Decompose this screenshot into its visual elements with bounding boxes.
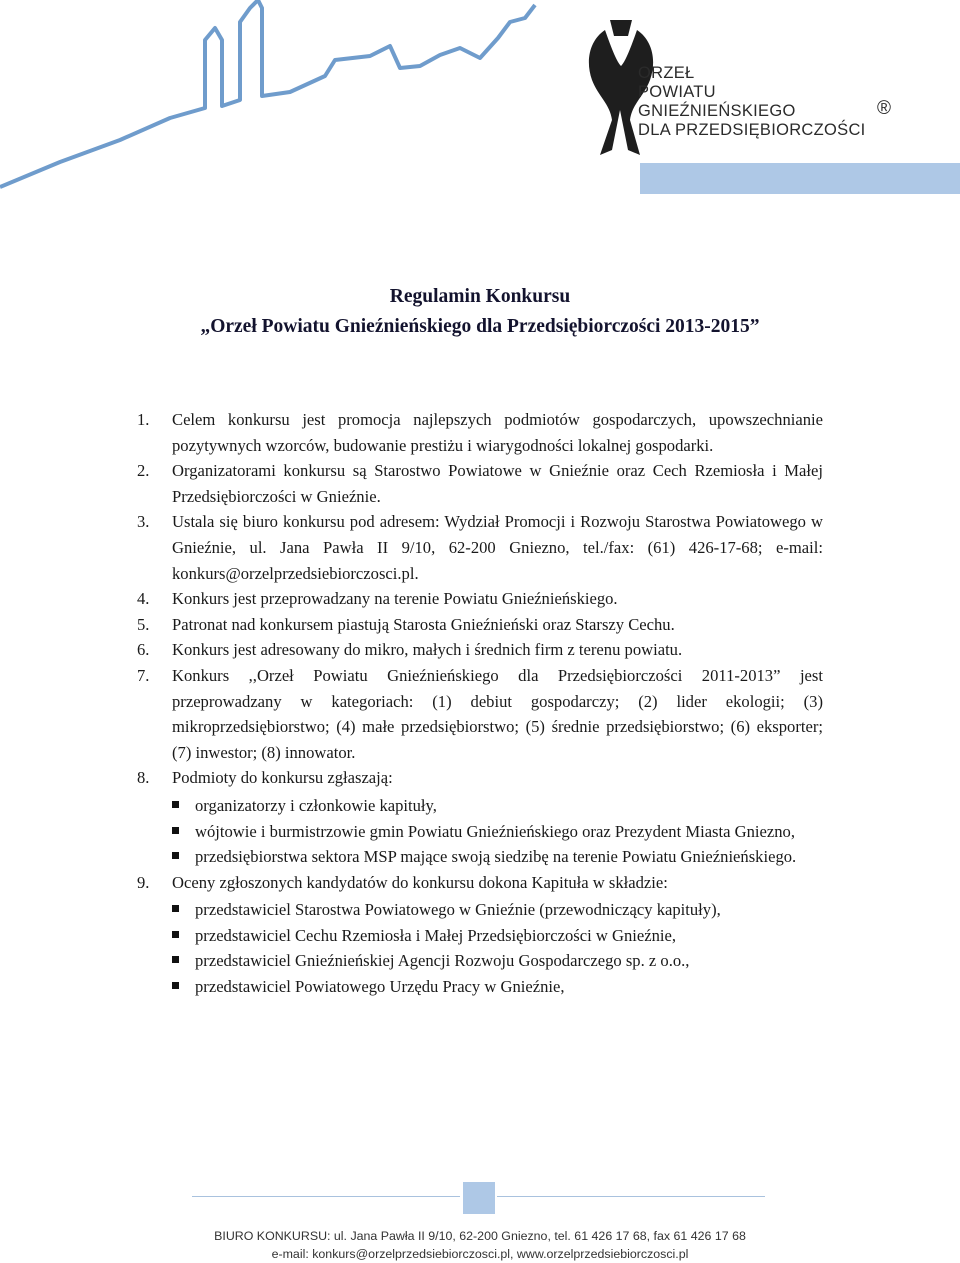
bullet-list <box>172 793 823 870</box>
logo-line: GNIEŹNIEŃSKIEGO <box>638 102 796 120</box>
footer-divider-right <box>497 1196 765 1197</box>
item-number: 1. <box>137 410 150 429</box>
list-item <box>137 663 823 765</box>
bullet-text: przedstawiciel Powiatowego Urzędu Pracy w Gnieźnie, <box>195 977 565 997</box>
square-bullet-icon <box>172 897 195 923</box>
bullet-item <box>172 948 823 974</box>
footer-address: BIURO KONKURSU: ul. Jana Pawła II 9/10, 62-200 Gniezno, tel. 61 426 17 68, fax 61 426 17 68 <box>214 1229 746 1243</box>
bullet-item <box>172 897 823 923</box>
item-text: Ustala się biuro konkursu pod adresem: Wydział Promocji i Rozwoju Starostwa Powiatowego w Gnieźnie, ul. Jana Pawła II 9/10, 62-200 Gniezno, tel./fax: (61) 426-17-68; e-mail: konkurs@orzelprzedsiebiorczosci.pl. <box>172 512 823 583</box>
item-text: Oceny zgłoszonych kandydatów do konkursu dokona Kapituła w składzie: <box>172 872 668 892</box>
item-text: Organizatorami konkursu są Starostwo Powiatowe w Gnieźnie oraz Cech Rzemiosła i Małej Przedsiębiorczości w Gnieźnie. <box>172 461 823 506</box>
footer-divider-left <box>192 1196 460 1197</box>
item-number: 4. <box>137 589 150 609</box>
list-item <box>137 586 823 612</box>
item-text: Celem konkursu jest promocja najlepszych podmiotów gospodarczych, upowszechnianie pozytywnych wzorców, budowanie prestiżu i wiarygodności lokalnej gospodarki. <box>172 410 823 455</box>
logo-line: DLA PRZEDSIĘBIORCZOŚCI <box>638 121 866 139</box>
title-line-1: Regulamin Konkursu <box>389 286 571 307</box>
item-body <box>172 765 823 869</box>
bullet-item <box>172 844 823 870</box>
bullet-list <box>172 897 823 999</box>
logo-wordmark <box>638 64 866 140</box>
square-bullet-icon <box>172 948 195 974</box>
item-number: 2. <box>137 461 150 481</box>
list-item <box>137 612 823 638</box>
item-text: Konkurs jest adresowany do mikro, małych i średnich firm z terenu powiatu. <box>172 640 683 660</box>
bullet-text: przedstawiciel Starostwa Powiatowego w Gnieźnie (przewodniczący kapituły), <box>195 900 721 920</box>
bullet-item <box>172 793 823 819</box>
list-item <box>137 765 823 869</box>
item-body <box>172 870 823 1000</box>
item-number: 6. <box>137 640 150 660</box>
list-item <box>137 458 823 509</box>
bullet-text: przedstawiciel Gnieźnieńskiej Agencji Rozwoju Gospodarczego sp. z o.o., <box>195 951 690 971</box>
registered-mark: ® <box>877 98 891 119</box>
square-bullet-icon <box>172 923 195 949</box>
footer-email-web: e-mail: konkurs@orzelprzedsiebiorczosci.pl, www.orzelprzedsiebiorczosci.pl <box>271 1247 689 1261</box>
square-bullet-icon <box>172 819 195 845</box>
list-item <box>137 407 823 458</box>
item-number: 7. <box>137 665 150 685</box>
logo-line: ORZEŁ <box>638 64 695 82</box>
item-text: Konkurs jest przeprowadzany na terenie Powiatu Gnieźnieńskiego. <box>172 589 618 609</box>
bullet-text: przedstawiciel Cechu Rzemiosła i Małej Przedsiębiorczości w Gnieźnie, <box>195 925 677 945</box>
item-number: 3. <box>137 512 150 532</box>
item-number: 8. <box>137 768 150 788</box>
list-item <box>137 870 823 1000</box>
square-bullet-icon <box>172 974 195 1000</box>
page-title <box>0 282 960 342</box>
logo-line: POWIATU <box>638 83 716 101</box>
item-text: Konkurs ,,Orzeł Powiatu Gnieźnieńskiego dla Przedsiębiorczości 2011-2013” jest przeprowadzany w kategoriach: (1) debiut gospodarczy; (2) lider ekologii; (3) mikroprzedsiębiorstwo; (4) małe przedsiębiorstwo; (5) średnie przedsiębiorstwo; (6) eksporter; (7) inwestor; (8) innowator. <box>172 665 823 762</box>
bullet-text: organizatorzy i członkowie kapituły, <box>195 795 437 815</box>
bullet-text: przedsiębiorstwa sektora MSP mające swoją siedzibę na terenie Powiatu Gnieźnieńskiego. <box>195 847 797 867</box>
item-number: 9. <box>137 872 150 892</box>
list-item <box>137 637 823 663</box>
header-accent-bar <box>640 163 960 194</box>
item-number: 5. <box>137 614 150 634</box>
footer-contact <box>0 1227 960 1263</box>
skyline-line <box>0 0 535 187</box>
item-text: Podmioty do konkursu zgłaszają: <box>172 768 393 788</box>
list-item <box>137 509 823 586</box>
square-bullet-icon <box>172 844 195 870</box>
bullet-item <box>172 974 823 1000</box>
footer-accent-square <box>463 1182 495 1214</box>
bullet-text: wójtowie i burmistrzowie gmin Powiatu Gnieźnieńskiego oraz Prezydent Miasta Gniezno, <box>195 821 796 841</box>
square-bullet-icon <box>172 793 195 819</box>
title-line-2: „Orzeł Powiatu Gnieźnieńskiego dla Przedsiębiorczości 2013-2015” <box>200 316 760 337</box>
item-text: Patronat nad konkursem piastują Starosta Gnieźnieński oraz Starszy Cechu. <box>172 614 675 634</box>
bullet-item <box>172 819 823 845</box>
regulations-list <box>137 407 823 1000</box>
bullet-item <box>172 923 823 949</box>
